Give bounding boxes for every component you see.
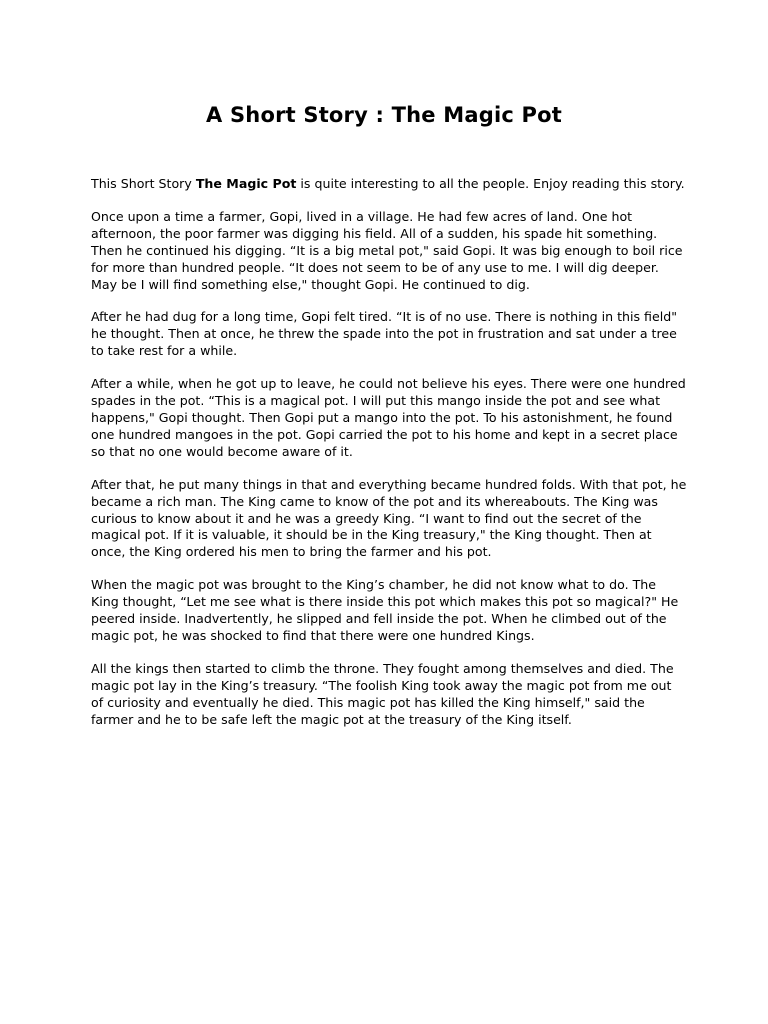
intro-story-name: The Magic Pot (195, 176, 297, 191)
intro-paragraph (91, 176, 687, 193)
document-body (91, 176, 687, 744)
story-paragraph-5: When the magic pot was brought to the King’s chamber, he did not know what to do. The King thought, “Let me see what is there inside this pot which makes this pot so magical?" He peered inside. Inadvertently, he slipped and fell inside the pot. When he climbed out of the magic pot, he was shocked to find that there were one hundred Kings. (91, 577, 679, 643)
intro-text-start: This Short Story (91, 176, 196, 191)
story-paragraph-1: Once upon a time a farmer, Gopi, lived in a village. He had few acres of land. One hot afternoon, the poor farmer was digging his field. All of a sudden, his spade hit something. Then he continued his digging. “It is a big metal pot," said Gopi. It was big enough to boil rice for more than hundred people. “It does not seem to be of any use to me. I will dig deeper. May be I will find something else," thought Gopi. He continued to dig. (91, 208, 683, 292)
story-paragraph-4: After that, he put many things in that and everything became hundred folds. With that pot, he became a rich man. The King came to know of the pot and its whereabouts. The King was curious to know about it and he was a greedy King. “I want to find out the secret of the magical pot. If it is valuable, it should be in the King treasury," the King thought. Then at once, the King ordered his men to bring the farmer and his pot. (91, 476, 687, 560)
story-paragraph-6: All the kings then started to climb the throne. They fought among themselves and died. The magic pot lay in the King’s treasury. “The foolish King took away the magic pot from me out of curiosity and eventually he died. This magic pot has killed the King himself," said the farmer and he to be safe left the magic pot at the treasury of the King itself. (91, 660, 674, 727)
intro-text-end: is quite interesting to all the people. Enjoy reading this story. (296, 176, 685, 191)
story-paragraph-3: After a while, when he got up to leave, he could not believe his eyes. There were one hundred spades in the pot. “This is a magical pot. I will put this mango inside the pot and see what happens," Gopi thought. Then Gopi put a mango into the pot. To his astonishment, he found one hundred mangoes in the pot. Gopi carried the pot to his home and kept in a secret place so that no one would become aware of it. (91, 376, 686, 459)
document-title: A Short Story : The Magic Pot (206, 103, 562, 127)
story-paragraph-2: After he had dug for a long time, Gopi felt tired. “It is of no use. There is nothing in this field" he thought. Then at once, he threw the spade into the pot in frustration and sat under a tree to take rest for a while. (91, 309, 678, 359)
